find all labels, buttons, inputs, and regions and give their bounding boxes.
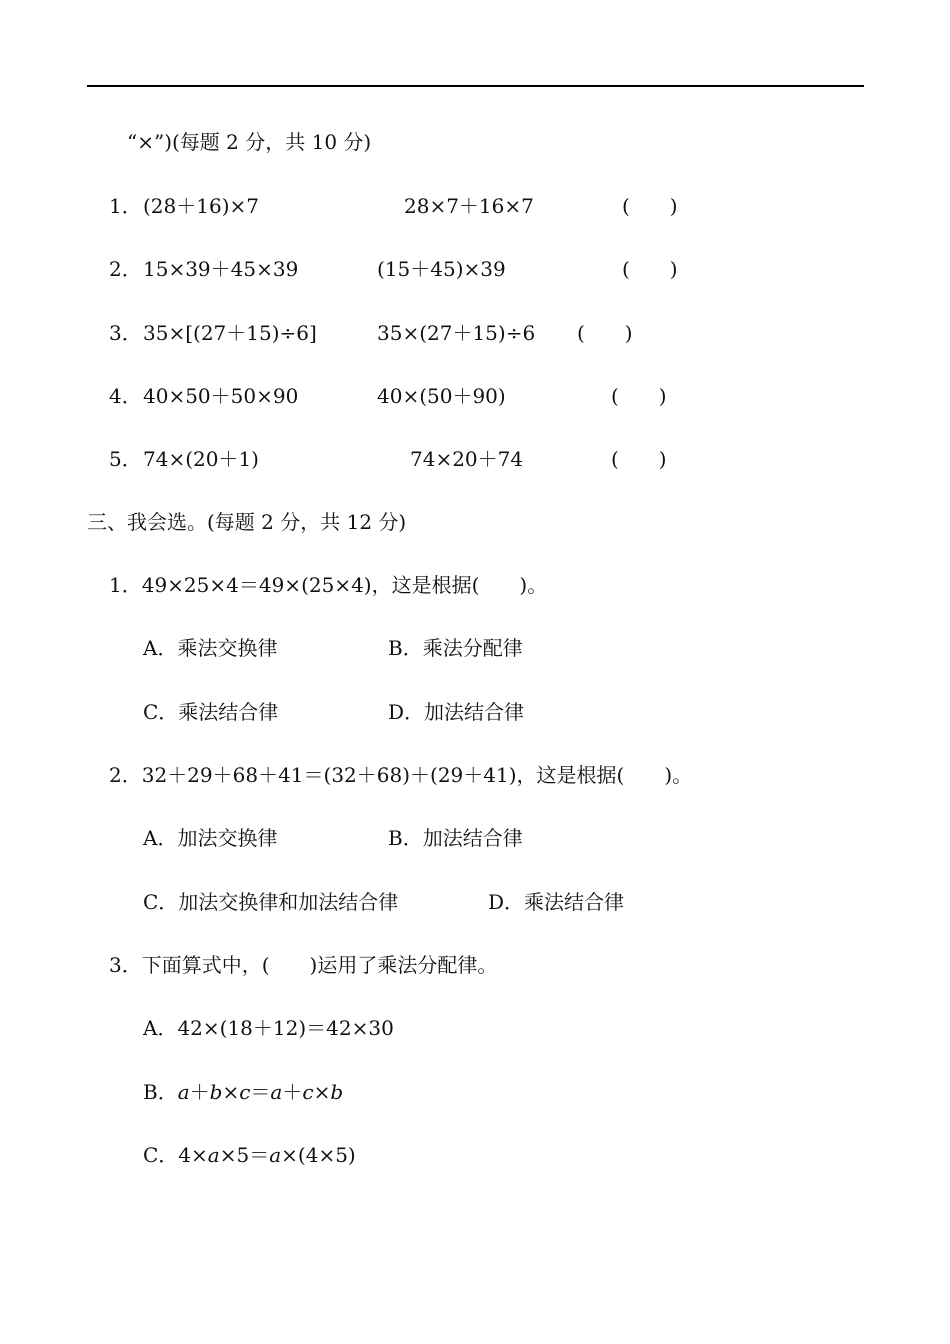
- option-a[interactable]: A．乘法交换律: [143, 636, 278, 660]
- section-title: 三、我会选。(每题 2 分，共 12 分): [87, 510, 407, 534]
- expression-part: ×5＝: [219, 1143, 270, 1167]
- judge-item-left-expression: 40×50＋50×90: [143, 384, 299, 408]
- judge-item-left-expression: 74×(20＋1): [143, 447, 259, 471]
- variable-b: b: [209, 1080, 223, 1104]
- variable-b: b: [330, 1080, 344, 1104]
- judge-item-left-expression: (28＋16)×7: [143, 194, 259, 218]
- judge-item-right-expression: (15＋45)×39: [377, 257, 506, 281]
- judge-item-number: 4．: [109, 384, 142, 408]
- option-label: C．4×: [143, 1143, 208, 1167]
- operator: ＋: [189, 1080, 210, 1104]
- operator: ＝: [250, 1080, 271, 1104]
- option-b[interactable]: B．加法结合律: [388, 826, 523, 850]
- variable-a: a: [270, 1080, 283, 1104]
- judge-item-answer-blank[interactable]: ( ): [622, 194, 678, 218]
- expression-part: ×(4×5): [281, 1143, 356, 1167]
- operator: ×: [222, 1080, 240, 1104]
- operator: ＋: [282, 1080, 303, 1104]
- operator: ×: [313, 1080, 331, 1104]
- section-header-continuation: “×”)(每题 2 分，共 10 分): [127, 130, 372, 154]
- option-b[interactable]: [143, 1080, 343, 1104]
- question-stem: 2．32＋29＋68＋41＝(32＋68)＋(29＋41)，这是根据( )。: [109, 763, 693, 787]
- header-rule: [87, 85, 864, 87]
- option-a[interactable]: A．42×(18＋12)＝42×30: [143, 1016, 394, 1040]
- question-stem: 3．下面算式中，( )运用了乘法分配律。: [109, 953, 498, 977]
- judge-item-number: 2．: [109, 257, 142, 281]
- option-b[interactable]: B．乘法分配律: [388, 636, 523, 660]
- judge-item-left-expression: 35×[(27＋15)÷6]: [143, 321, 317, 345]
- judge-item-right-expression: 28×7＋16×7: [404, 194, 534, 218]
- option-d[interactable]: D．乘法结合律: [488, 890, 625, 914]
- question-stem: 1．49×25×4＝49×(25×4)，这是根据( )。: [109, 573, 548, 597]
- option-d[interactable]: D．加法结合律: [388, 700, 525, 724]
- judge-item-left-expression: 15×39＋45×39: [143, 257, 299, 281]
- option-c[interactable]: C．乘法结合律: [143, 700, 279, 724]
- variable-a: a: [207, 1143, 220, 1167]
- judge-item-answer-blank[interactable]: ( ): [611, 447, 667, 471]
- judge-item-number: 5．: [109, 447, 142, 471]
- judge-item-number: 1．: [109, 194, 142, 218]
- variable-a: a: [177, 1080, 190, 1104]
- option-c[interactable]: C．加法交换律和加法结合律: [143, 890, 399, 914]
- judge-item-right-expression: 74×20＋74: [410, 447, 524, 471]
- variable-c: c: [302, 1080, 314, 1104]
- option-c[interactable]: [143, 1143, 356, 1167]
- judge-item-answer-blank[interactable]: ( ): [622, 257, 678, 281]
- judge-item-right-expression: 40×(50＋90): [377, 384, 506, 408]
- judge-item-number: 3．: [109, 321, 142, 345]
- variable-a: a: [269, 1143, 282, 1167]
- variable-c: c: [239, 1080, 251, 1104]
- option-a[interactable]: A．加法交换律: [143, 826, 278, 850]
- judge-item-right-expression: 35×(27＋15)÷6: [377, 321, 536, 345]
- judge-item-answer-blank[interactable]: ( ): [611, 384, 667, 408]
- option-label: B．: [143, 1080, 178, 1104]
- judge-item-answer-blank[interactable]: ( ): [577, 321, 633, 345]
